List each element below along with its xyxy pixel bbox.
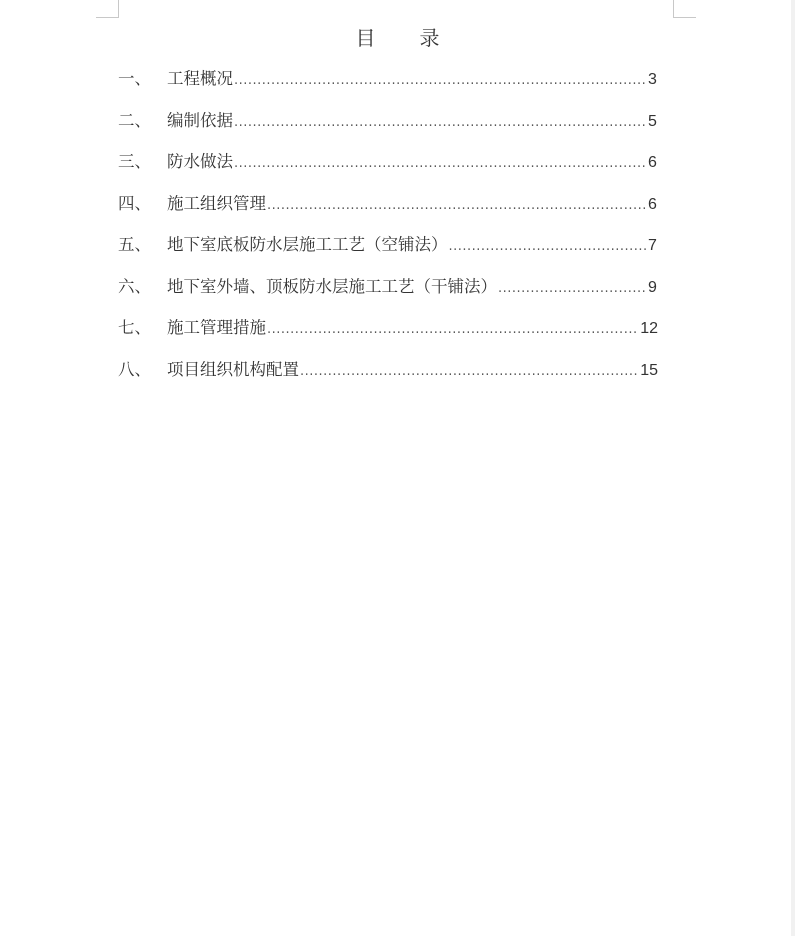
toc-entry[interactable] (118, 358, 658, 400)
toc-title: 目录 (355, 26, 484, 50)
toc-entry-title[interactable]: 编制依据 (167, 110, 233, 130)
toc-entry-title[interactable]: 地下室底板防水层施工工艺（空铺法） (167, 235, 448, 254)
toc-entry-title[interactable]: 防水做法 (167, 152, 233, 171)
toc-entry-page: 9 (648, 278, 657, 296)
toc-entry-page: 3 (648, 71, 657, 88)
toc-dot-leader (267, 194, 647, 218)
toc-entry[interactable] (118, 67, 658, 109)
toc-entry[interactable] (118, 150, 658, 192)
toc-dot-leader (234, 152, 647, 176)
toc-entry-page: 6 (648, 154, 657, 171)
toc-dot-leader (234, 69, 647, 93)
toc-entry-number: 五、 (118, 235, 151, 254)
toc-dot-leader (449, 235, 648, 259)
toc-dot-leader (267, 318, 639, 342)
toc-entry-page: 12 (640, 320, 658, 337)
toc-entry-title[interactable]: 工程概况 (167, 69, 233, 88)
toc-entry-number: 四、 (118, 193, 151, 213)
viewport-edge (791, 0, 795, 936)
toc-list (118, 67, 658, 399)
crop-mark-top-right (673, 0, 696, 18)
toc-entry[interactable] (118, 109, 658, 151)
toc-entry-page: 5 (648, 112, 657, 130)
toc-entry-number: 二、 (118, 110, 151, 130)
toc-entry-title[interactable]: 项目组织机构配置 (167, 359, 299, 379)
toc-entry-number: 三、 (118, 152, 151, 171)
crop-mark-top-left (96, 0, 119, 18)
toc-entry-number: 八、 (118, 359, 151, 379)
toc-dot-leader (498, 277, 647, 301)
toc-entry-number: 六、 (118, 276, 151, 296)
toc-entry-page: 15 (640, 361, 658, 379)
toc-entry[interactable] (118, 316, 658, 358)
toc-entry-page: 6 (648, 195, 657, 213)
toc-dot-leader (234, 111, 647, 135)
toc-entry-number: 一、 (118, 69, 151, 88)
toc-entry-title[interactable]: 施工管理措施 (167, 318, 266, 337)
toc-entry-number: 七、 (118, 318, 151, 337)
toc-dot-leader (300, 360, 639, 384)
toc-entry[interactable] (118, 192, 658, 234)
toc-entry-title[interactable]: 施工组织管理 (167, 193, 266, 213)
toc-entry[interactable] (118, 233, 658, 275)
toc-entry-title[interactable]: 地下室外墙、顶板防水层施工工艺（干铺法） (167, 276, 497, 296)
toc-entry[interactable] (118, 275, 658, 317)
toc-entry-page: 7 (648, 237, 657, 254)
